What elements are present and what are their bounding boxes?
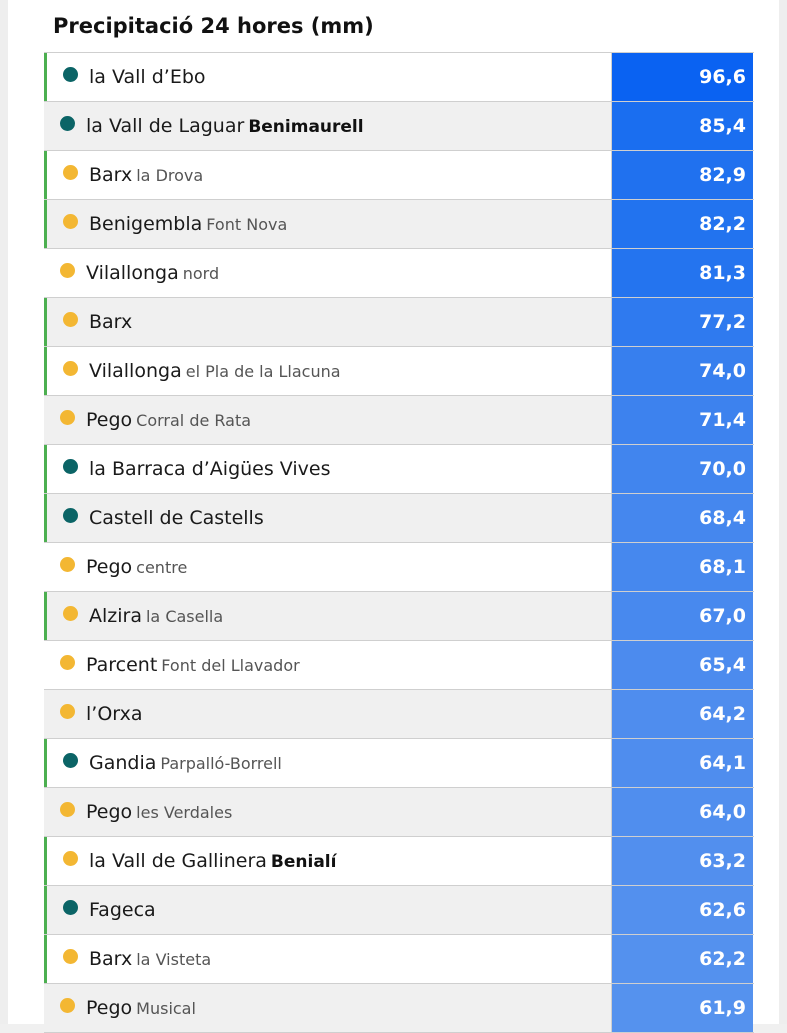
station-dot-amber-icon — [60, 557, 75, 572]
station-cell — [44, 200, 612, 248]
station-cell — [44, 935, 612, 983]
station-name — [89, 850, 336, 872]
station-location-label: la Casella — [145, 607, 224, 626]
station-name — [89, 164, 203, 186]
precipitation-value: 70,0 — [612, 445, 753, 493]
municipality-label: la Barraca d’Aigües Vives — [89, 458, 331, 480]
station-dot-teal-icon — [63, 900, 78, 915]
station-location-label: Font del Llavador — [161, 656, 300, 675]
precipitation-value: 61,9 — [612, 984, 753, 1032]
municipality-label: Pego — [86, 801, 133, 823]
table-row — [44, 984, 754, 1033]
municipality-label: Castell de Castells — [89, 507, 264, 529]
station-dot-amber-icon — [60, 410, 75, 425]
station-cell — [44, 984, 612, 1032]
station-name — [86, 262, 219, 284]
station-location-label: Parpalló-Borrell — [160, 754, 282, 773]
municipality-label: Gandia — [89, 752, 157, 774]
municipality-label: la Vall de Laguar — [86, 115, 245, 137]
station-name — [86, 703, 142, 725]
precipitation-value: 62,2 — [612, 935, 753, 983]
municipality-label: Benigembla — [89, 213, 203, 235]
station-dot-amber-icon — [63, 361, 78, 376]
station-name — [89, 311, 132, 333]
table-row — [44, 200, 754, 249]
municipality-label: la Vall de Gallinera — [89, 850, 267, 872]
station-name — [89, 752, 282, 774]
precipitation-value: 81,3 — [612, 249, 753, 297]
table-row — [44, 298, 754, 347]
municipality-label: la Vall d’Ebo — [89, 66, 206, 88]
station-dot-amber-icon — [63, 949, 78, 964]
station-name — [89, 605, 223, 627]
station-name — [89, 948, 211, 970]
station-name — [89, 213, 287, 235]
table-row — [44, 837, 754, 886]
station-name — [86, 409, 251, 431]
precipitation-value: 64,1 — [612, 739, 753, 787]
precipitation-value: 74,0 — [612, 347, 753, 395]
municipality-label: Pego — [86, 556, 133, 578]
station-cell — [44, 298, 612, 346]
table-row — [44, 249, 754, 298]
precipitation-value: 85,4 — [612, 102, 753, 150]
precipitation-value: 67,0 — [612, 592, 753, 640]
table-title: Precipitació 24 hores (mm) — [53, 14, 374, 38]
precipitation-value: 96,6 — [612, 53, 753, 101]
station-cell — [44, 249, 612, 297]
station-name — [86, 115, 364, 137]
station-dot-amber-icon — [63, 214, 78, 229]
station-cell — [44, 53, 612, 101]
station-name — [89, 360, 341, 382]
station-location-label: Corral de Rata — [136, 411, 252, 430]
station-dot-amber-icon — [63, 312, 78, 327]
station-name — [86, 801, 232, 823]
municipality-label: Alzira — [89, 605, 142, 627]
station-location-label: la Drova — [136, 166, 204, 185]
municipality-label: Barx — [89, 164, 133, 186]
table-row — [44, 886, 754, 935]
station-dot-amber-icon — [60, 802, 75, 817]
station-dot-amber-icon — [63, 606, 78, 621]
table-row — [44, 592, 754, 641]
station-dot-amber-icon — [60, 998, 75, 1013]
table-row — [44, 690, 754, 739]
station-location-label: les Verdales — [136, 803, 233, 822]
table-row — [44, 788, 754, 837]
municipality-label: Pego — [86, 409, 133, 431]
precipitation-value: 62,6 — [612, 886, 753, 934]
station-location-label: el Pla de la Llacuna — [185, 362, 341, 381]
station-name — [89, 458, 331, 480]
station-location-label: centre — [136, 558, 188, 577]
precipitation-value: 64,2 — [612, 690, 753, 738]
station-cell — [44, 739, 612, 787]
station-cell — [44, 494, 612, 542]
station-location-label: Font Nova — [206, 215, 288, 234]
precipitation-value: 77,2 — [612, 298, 753, 346]
station-cell — [44, 641, 612, 689]
precipitation-value: 71,4 — [612, 396, 753, 444]
station-location-label: Musical — [136, 999, 196, 1018]
precipitation-value: 65,4 — [612, 641, 753, 689]
municipality-label: Vilallonga — [89, 360, 182, 382]
station-dot-amber-icon — [63, 851, 78, 866]
precipitation-value: 68,4 — [612, 494, 753, 542]
station-cell — [44, 445, 612, 493]
station-cell — [44, 788, 612, 836]
station-name — [86, 654, 300, 676]
table-row — [44, 102, 754, 151]
precipitation-value: 68,1 — [612, 543, 753, 591]
station-cell — [44, 690, 612, 738]
municipality-label: l’Orxa — [86, 703, 143, 725]
station-location-label: nord — [182, 264, 220, 283]
station-dot-teal-icon — [63, 459, 78, 474]
precipitation-value: 63,2 — [612, 837, 753, 885]
municipality-label: Barx — [89, 948, 133, 970]
table-row — [44, 935, 754, 984]
municipality-label: Parcent — [86, 654, 158, 676]
municipality-label: Fageca — [89, 899, 156, 921]
table-row — [44, 151, 754, 200]
table-row — [44, 347, 754, 396]
station-name — [89, 899, 156, 921]
station-cell — [44, 886, 612, 934]
precipitation-value: 82,2 — [612, 200, 753, 248]
precipitation-table — [44, 52, 754, 1033]
table-row — [44, 445, 754, 494]
station-cell — [44, 151, 612, 199]
station-dot-amber-icon — [63, 165, 78, 180]
station-cell — [44, 102, 612, 150]
station-dot-teal-icon — [63, 67, 78, 82]
precipitation-value: 82,9 — [612, 151, 753, 199]
station-cell — [44, 837, 612, 885]
station-name — [86, 997, 196, 1019]
table-row — [44, 739, 754, 788]
station-dot-teal-icon — [63, 753, 78, 768]
station-cell — [44, 396, 612, 444]
table-row — [44, 543, 754, 592]
station-name — [89, 66, 206, 88]
station-cell — [44, 347, 612, 395]
station-dot-amber-icon — [60, 263, 75, 278]
table-row — [44, 53, 754, 102]
municipality-label: Pego — [86, 997, 133, 1019]
station-location-label: Benialí — [270, 852, 337, 872]
station-location-label: Benimaurell — [248, 117, 364, 137]
station-name — [86, 556, 187, 578]
table-row — [44, 396, 754, 445]
station-location-label: la Visteta — [136, 950, 212, 969]
station-cell — [44, 592, 612, 640]
precipitation-value: 64,0 — [612, 788, 753, 836]
station-cell — [44, 543, 612, 591]
station-dot-amber-icon — [60, 704, 75, 719]
station-dot-amber-icon — [60, 655, 75, 670]
table-row — [44, 494, 754, 543]
station-dot-teal-icon — [60, 116, 75, 131]
municipality-label: Barx — [89, 311, 133, 333]
station-name — [89, 507, 264, 529]
station-dot-teal-icon — [63, 508, 78, 523]
table-row — [44, 641, 754, 690]
municipality-label: Vilallonga — [86, 262, 179, 284]
